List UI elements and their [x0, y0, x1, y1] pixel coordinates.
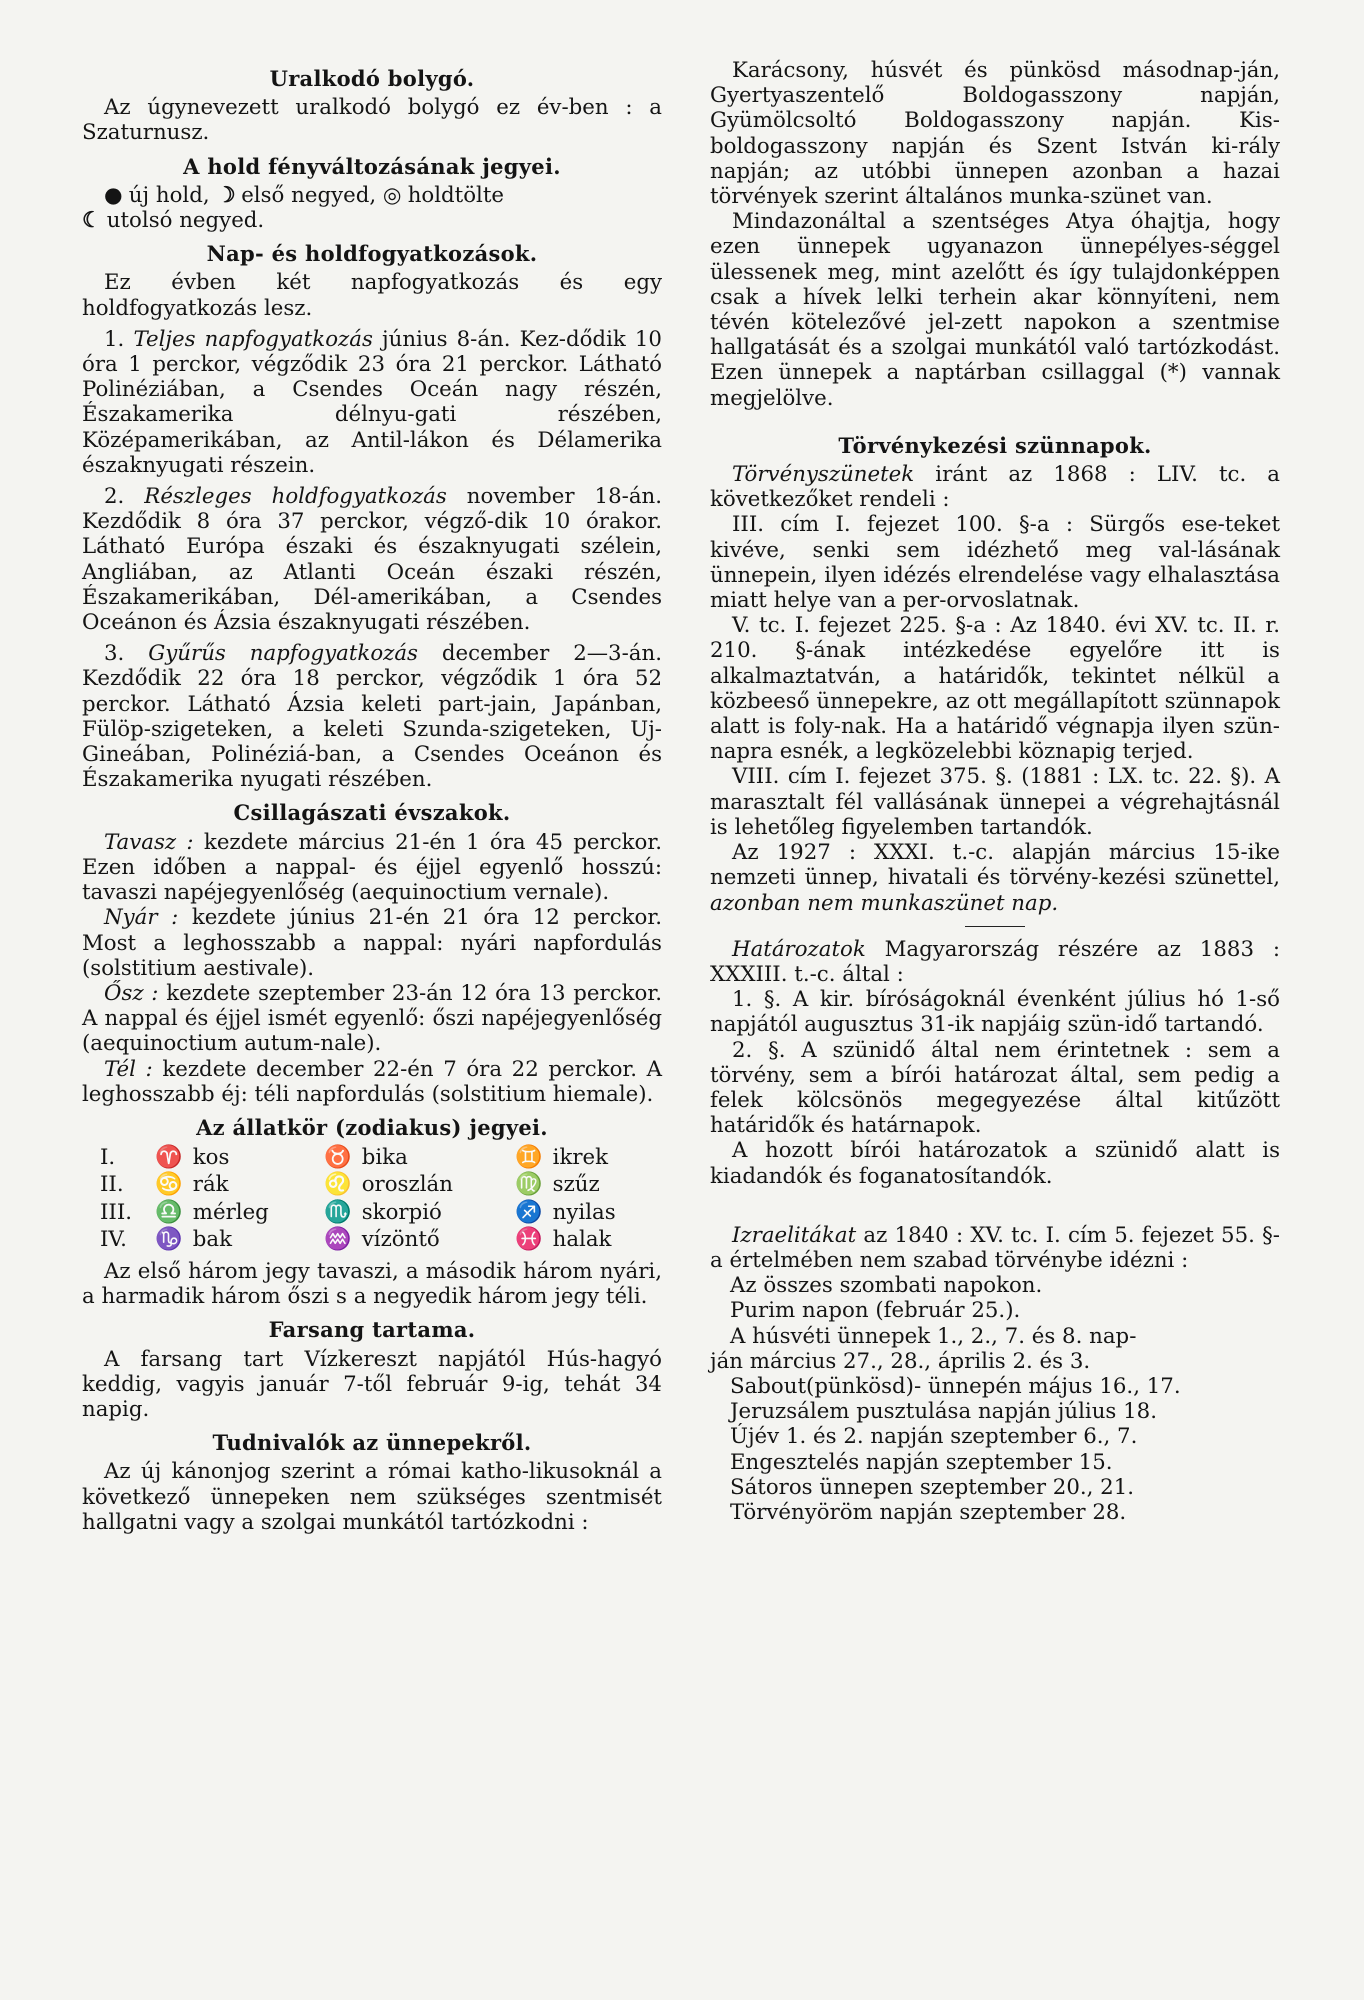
eclipse-1	[82, 327, 662, 478]
zodiac-cell	[152, 1144, 321, 1171]
eclipse-2-number: 2.	[104, 484, 125, 510]
section-title-holidays: Tudnivalók az ünnepekről.	[212, 1430, 532, 1456]
first-quarter-label: első negyed,	[241, 182, 377, 208]
zodiac-sign-name: bak	[192, 1226, 233, 1252]
zodiac-sign-icon: ♓	[515, 1225, 543, 1252]
section-title-seasons: Csillagászati évszakok.	[233, 800, 511, 826]
israelites-intro	[710, 1223, 1280, 1273]
autumn-label: Ősz :	[104, 980, 159, 1006]
eclipse-2-text: november 18-án. Kezdődik 8 óra 37 perckor, végző-dik 10 órakor. Látható Európa északi és északnyugati szélein, Angliában, az Atlanti Oceán északi részén, Északamerikában, Dél-amerikában, a Csendes Oceánon és Ázsia északnyugati részében.	[82, 484, 662, 636]
zodiac-sign-icon: ♊	[515, 1144, 543, 1171]
last-quarter-icon: ☾	[82, 208, 102, 234]
zodiac-row-number: II.	[100, 1172, 124, 1198]
zodiac-sign-icon: ♑	[155, 1225, 183, 1252]
court-recess-intro-text: iránt az 1868 : LIV. tc. a következőket rendeli :	[710, 462, 1280, 513]
zodiac-sign-name: oroszlán	[361, 1172, 453, 1198]
full-moon-icon: ◎	[382, 182, 402, 208]
eclipse-2-name: Részleges holdfogyatkozás	[144, 484, 447, 510]
divider	[965, 926, 1025, 927]
zodiac-sign-name: szűz	[552, 1172, 600, 1198]
zodiac-sign-icon: ♈	[155, 1144, 183, 1171]
season-spring	[82, 830, 662, 906]
zodiac-cell	[512, 1226, 662, 1253]
zodiac-cell	[321, 1199, 512, 1226]
court-recess-intro-name: Törvényszünetek	[732, 462, 915, 488]
eclipse-1-text: június 8-án. Kez-dődik 10 óra 1 perckor, végződik 23 óra 21 perckor. Látható Polinéziában, a Csendes Oceán nagy részén, Északamerika délnyu-gati részében, Középamerikában, az Antil-lákon és Délamerika északnyugati részein.	[82, 326, 662, 478]
list-item: Jeruzsálem pusztulása napján július 18.	[730, 1399, 1157, 1425]
decisions-intro-text: Magyarország részére az 1883 : XXXIII. t.-c. által :	[710, 936, 1280, 987]
section-title-zodiac: Az állatkör (zodiakus) jegyei.	[196, 1114, 548, 1140]
israelites-intro-text: az 1840 : XV. tc. I. cím 5. fejezet 55. §-a értelmében nem szabad törvénybe idézni :	[710, 1222, 1280, 1273]
court-recess-intro	[710, 462, 1280, 512]
israelites-intro-name: Izraelitákat	[732, 1222, 857, 1248]
zodiac-sign-icon: ♏	[324, 1198, 352, 1225]
zodiac-sign-name: rák	[192, 1172, 229, 1198]
decisions-intro-name: Határozatok	[732, 936, 866, 962]
ruling-planet-text: Az úgynevezett uralkodó bolygó ez év-ben : a Szaturnusz.	[82, 95, 662, 146]
right-column	[710, 58, 1280, 1525]
eclipse-3-name: Gyűrűs napfogyatkozás	[148, 641, 418, 667]
zodiac-sign-name: skorpió	[361, 1199, 442, 1225]
israelites-holiday-list	[710, 1273, 1280, 1525]
winter-text: kezdete december 22-én 7 óra 22 perckor. A leghosszabb éj: téli napfordulás (solstitium hiemale).	[82, 1056, 662, 1107]
zodiac-sign-icon: ♌	[324, 1171, 352, 1198]
list-item: Újév 1. és 2. napján szeptember 6., 7.	[730, 1424, 1138, 1450]
eclipse-1-name: Teljes napfogyatkozás	[133, 326, 373, 352]
zodiac-sign-icon: ♎	[155, 1198, 183, 1225]
zodiac-cell	[152, 1199, 321, 1226]
law-paragraph-4	[710, 840, 1280, 916]
decisions-intro	[710, 937, 1280, 987]
zodiac-row	[82, 1199, 662, 1226]
list-item: Engesztelés napján szeptember 15.	[730, 1449, 1113, 1475]
zodiac-sign-icon: ♐	[515, 1198, 543, 1225]
list-item: Purim napon (február 25.).	[730, 1298, 1021, 1324]
zodiac-table	[82, 1144, 662, 1253]
zodiac-cell	[321, 1171, 512, 1198]
season-autumn	[82, 981, 662, 1057]
autumn-text: kezdete szeptember 23-án 12 óra 13 perckor. A nappal és éjjel ismét egyenlő: őszi napéjegyenlőség (aequinoctium autum-nale).	[82, 980, 662, 1057]
zodiac-row	[82, 1226, 662, 1253]
law-paragraph-4-italic: azonban nem munkaszünet nap.	[710, 890, 1059, 916]
divider	[965, 1199, 1025, 1213]
zodiac-text: Az első három jegy tavaszi, a második három nyári, a harmadik három őszi s a negyedik három jegy téli.	[82, 1258, 662, 1310]
zodiac-cell	[321, 1226, 512, 1253]
law-paragraph-2: V. tc. I. fejezet 225. §-a : Az 1840. évi XV. tc. II. r. 210. §-ának intézkedése egyelőre itt is alkalmaztatván, a határidők, tekintet nélkül a közbeeső ünnepekre, az ott megállapított szünnapok alatt is foly-nak. Ha a határidő végnapja ilyen szün-napra esnék, a legközelebbi köznapig terjed.	[710, 613, 1280, 765]
list-item: Az összes szombati napokon.	[730, 1273, 1043, 1299]
section-title-moon-phases: A hold fényváltozásának jegyei.	[183, 153, 561, 179]
holidays-note-text: Mindazonáltal a szentséges Atya óhajtja, hogy ezen ünnepek ugyanazon ünnepélyes-séggel ülessenek meg, mint azelőtt és így tulajdonképpen csak a hívek lelki terhein akar könnyíteni, nem tévén kötelezővé jel-zett napokon a szentmise hallgatását és a szolgai munkától való tartózkodást. Ezen ünnepek a naptárban csillaggal (*) vannak megjelölve.	[710, 209, 1280, 411]
zodiac-sign-name: ikrek	[552, 1145, 609, 1171]
season-winter	[82, 1057, 662, 1107]
full-moon-label: holdtölte	[407, 182, 505, 208]
zodiac-sign-name: bika	[361, 1145, 408, 1171]
decision-2: 2. §. A szünidő által nem érintetnek : sem a törvény, sem a bírói határozat által, sem pedig a felek kölcsönös megegyezése által kitűzött határidők és határnapok.	[710, 1037, 1280, 1139]
eclipse-3-text: december 2—3-án. Kezdődik 22 óra 18 perckor, végződik 1 óra 52 perckor. Látható Ázsia keleti part-jain, Japánban, Fülöp-szigeteken, a keleti Szunda-szigeteken, Uj-Gineában, Polinéziá-ban, a Csendes Oceánon és Északamerika nyugati részében.	[82, 641, 662, 793]
list-item: Sátoros ünnepen szeptember 20., 21.	[730, 1474, 1135, 1500]
spring-label: Tavasz :	[104, 829, 194, 855]
new-moon-label: új hold,	[128, 182, 210, 208]
left-column	[82, 58, 662, 1535]
zodiac-sign-icon: ♒	[324, 1225, 352, 1252]
zodiac-cell	[512, 1144, 662, 1171]
decision-1: 1. §. A kir. bíróságoknál évenként július hó 1-ső napjától augusztus 31-ik napjáig szün-idő tartandó.	[710, 987, 1280, 1038]
carnival-text: A farsang tart Vízkereszt napjától Hús-hagyó keddig, vagyis január 7-től február 9-ig, tehát 34 napig.	[82, 1346, 662, 1422]
zodiac-cell	[152, 1226, 321, 1253]
spring-text: kezdete március 21-én 1 óra 45 perckor. Ezen időben a nappal- és éjjel egyenlő hosszú: tavaszi napéjegyenlőség (aequinoctium vernale).	[82, 829, 662, 906]
zodiac-sign-name: mérleg	[192, 1199, 269, 1225]
zodiac-sign-icon: ♋	[155, 1171, 183, 1198]
zodiac-row-number: I.	[100, 1145, 116, 1171]
first-quarter-icon: ☽	[216, 182, 236, 208]
eclipse-3-number: 3.	[104, 641, 125, 667]
summer-label: Nyár :	[104, 905, 179, 931]
holidays-text: Az új kánonjog szerint a római katho-likusoknál a következő ünnepeken nem szükséges szentmisét hallgatni vagy a szolgai munkától tartózkodni :	[82, 1459, 662, 1535]
law-paragraph-3: VIII. cím I. fejezet 375. §. (1881 : LX. tc. 22. §). A marasztalt fél vallásának ünnepei a végrehajtásnál is lehetőleg figyelemben tartandók.	[710, 764, 1280, 840]
zodiac-row-number: III.	[100, 1199, 133, 1225]
zodiac-cell	[321, 1144, 512, 1171]
moon-phases-text	[82, 183, 662, 208]
section-title-court-recess: Törvénykezési szünnapok.	[838, 432, 1152, 458]
section-title-eclipses: Nap- és holdfogyatkozások.	[206, 241, 538, 267]
law-paragraph-4-text: Az 1927 : XXXI. t.-c. alapján március 15-ike nemzeti ünnep, hivatali és törvény-kezési szünettel,	[710, 840, 1280, 891]
zodiac-sign-name: vízöntő	[361, 1226, 440, 1252]
eclipses-intro: Ez évben két napfogyatkozás és egy holdfogyatkozás lesz.	[82, 270, 662, 321]
zodiac-sign-name: kos	[192, 1145, 230, 1171]
section-title-carnival: Farsang tartama.	[268, 1317, 476, 1343]
eclipse-2	[82, 484, 662, 635]
summer-text: kezdete június 21-én 21 óra 12 perckor. Most a leghosszabb a nappal: nyári napfordulás (solstitium aestivale).	[82, 905, 662, 981]
zodiac-sign-name: nyilas	[552, 1199, 616, 1225]
last-quarter-line	[82, 208, 662, 233]
zodiac-sign-icon: ♍	[515, 1171, 543, 1198]
decision-3: A hozott bírói határozatok a szünidő alatt is kiadandók és foganatosítandók.	[710, 1138, 1280, 1189]
eclipse-3	[82, 641, 662, 792]
zodiac-sign-name: halak	[552, 1226, 612, 1252]
season-summer	[82, 905, 662, 981]
list-item: ján március 27., 28., április 2. és 3.	[710, 1348, 1091, 1374]
zodiac-row-number: IV.	[100, 1226, 127, 1252]
winter-label: Tél :	[104, 1056, 153, 1082]
list-item: A húsvéti ünnepek 1., 2., 7. és 8. nap-	[730, 1323, 1137, 1349]
list-item: Törvényöröm napján szeptember 28.	[730, 1499, 1127, 1525]
zodiac-cell	[152, 1171, 321, 1198]
law-paragraph-1: III. cím I. fejezet 100. §-a : Sürgős ese-teket kivéve, senki sem idézhető meg val-lásának ünnepein, ilyen idézés elrendelése vagy elhalasztása miatt helye van a per-orvoslatnak.	[710, 512, 1280, 614]
holidays-list-text: Karácsony, húsvét és pünkösd másodnap-ján, Gyertyaszentelő Boldogasszony napján, Gyümölcsoltó Boldogasszony napján. Kis-boldogasszony napján és Szent István ki-rály napján; az utóbbi ünnepen azonban a hazai törvények szerint általános munka-szünet van.	[710, 58, 1280, 210]
section-title-ruling-planet: Uralkodó bolygó.	[269, 66, 475, 91]
zodiac-sign-icon: ♉	[324, 1144, 352, 1171]
zodiac-row	[82, 1144, 662, 1171]
last-quarter-label: utolsó negyed.	[106, 208, 265, 234]
zodiac-cell	[512, 1171, 662, 1198]
list-item: Sabout(pünkösd)- ünnepén május 16., 17.	[730, 1373, 1181, 1399]
new-moon-icon: ●	[104, 182, 123, 208]
zodiac-cell	[512, 1199, 662, 1226]
eclipse-1-number: 1.	[104, 326, 125, 352]
zodiac-row	[82, 1171, 662, 1198]
